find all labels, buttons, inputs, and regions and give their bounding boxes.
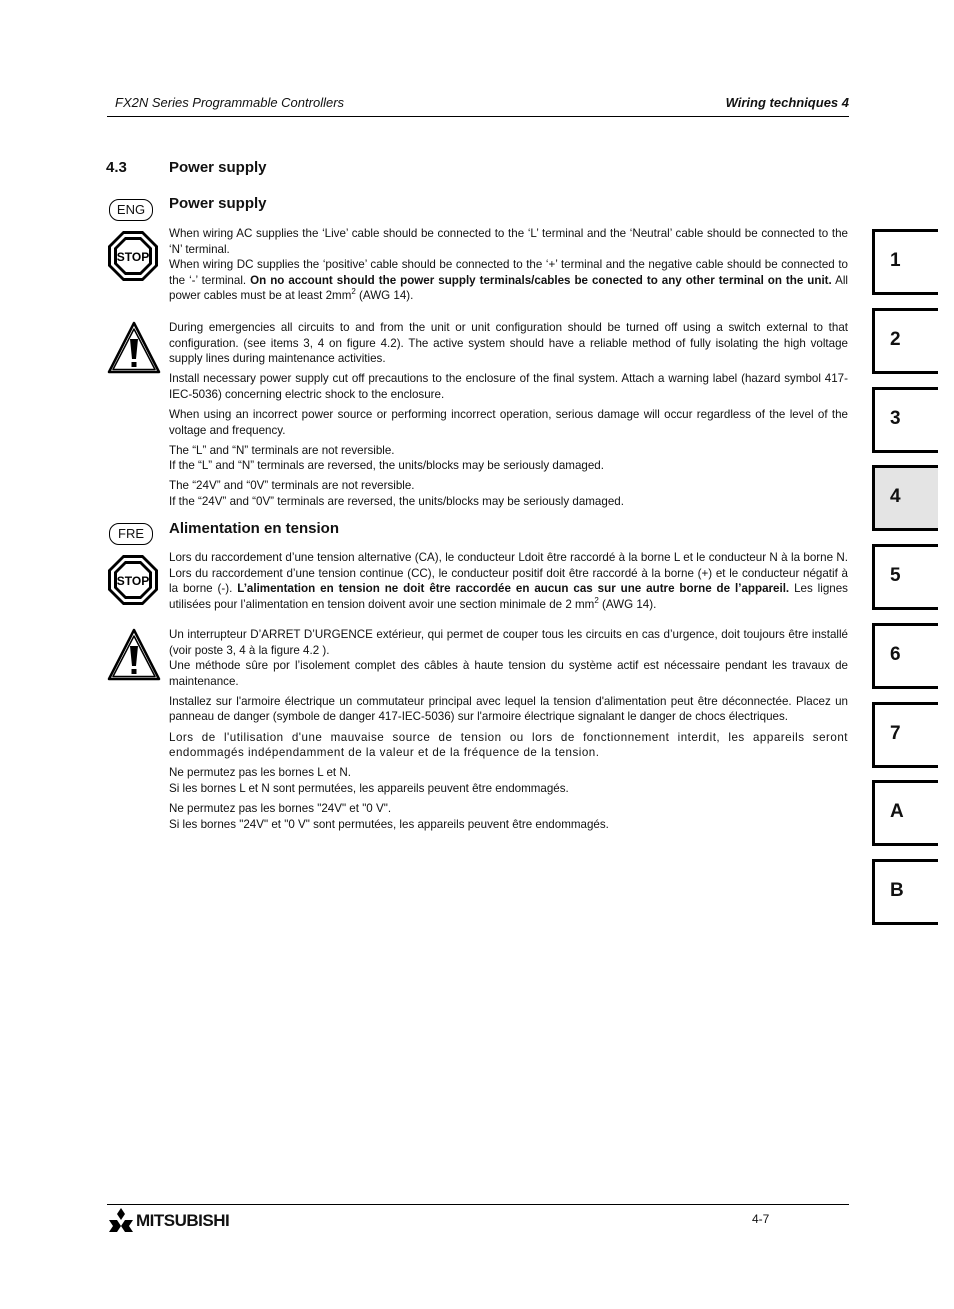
fre-warn-p4: Lors de l'utilisation d'une mauvaise source de tension ou lors de fonctionnement interdit, les appareils seront endommagés indépendamment de la valeur et de la fréquence de la tension. [169, 730, 848, 760]
eng-badge: ENG [109, 199, 153, 221]
header-chapter: Wiring techniques 4 [725, 95, 849, 110]
chapter-tab-2[interactable] [872, 308, 938, 374]
chapter-tab-label: 7 [890, 723, 901, 744]
fre-stop-text [169, 550, 848, 618]
stop-label: STOP [116, 574, 150, 588]
header-rule [107, 116, 849, 117]
stop-sign-icon [107, 230, 159, 282]
eng-stop-p2-bold: On no account should the power supply terminals/cables be conected to any other terminal on the unit. [250, 273, 832, 287]
eng-warn-p1: During emergencies all circuits to and from the unit or unit configuration should be turned off using a switch external to that configuration. (see items 3, 4 on figure 4.2). The active system should have a reliable method of fully isolating the high voltage supply lines during maintenance activities. [169, 321, 848, 366]
chapter-tab-7[interactable] [872, 702, 938, 768]
chapter-tab-3[interactable] [872, 387, 938, 453]
eng-stop-p2a: When wiring DC supplies the ‘positive’ cable should be connected to the ‘+’ terminal and the negative cable should be connected to the ‘-’ terminal. [169, 258, 848, 287]
fre-warn-p3: Installez sur l'armoire électrique un commutateur principal avec lequel la tension d'alimentation peut être déconnectée. Placez un panneau de danger (symbole de danger 417-IEC-5036) sur l'armoire électrique signalant le danger de chocs électriques. [169, 694, 848, 724]
eng-v-2: If the “24V” and “0V” terminals are reversed, the units/blocks may be seriously damaged. [169, 494, 624, 508]
fre-stop-pa: Lors du raccordement d’une tension alternative (CA), le conducteur Ldoit être raccordé à la borne L et le conducteur N à la borne N. Lors du raccordement d’une tension continue (CC), le conducteur positif doit être raccordé à la borne (+) et le conducteur négatif à la borne (-). [169, 551, 848, 596]
footer-rule [107, 1204, 849, 1205]
chapter-tab-4[interactable] [872, 465, 938, 531]
eng-stop-sup: 2 [351, 287, 356, 297]
warning-icon [107, 321, 161, 375]
fre-stop-sup: 2 [594, 595, 599, 605]
chapter-tab-label: 1 [890, 250, 901, 271]
chapter-tab-label: B [890, 880, 904, 901]
fre-stop-bold: L’alimentation en tension ne doit être raccordée en aucun cas sur une autre borne de l’appareil. [237, 582, 790, 596]
eng-stop-p2d: (AWG 14). [355, 289, 414, 303]
fre-ln-2: Si les bornes L et N sont permutées, les appareils peuvent être endommagés. [169, 781, 569, 795]
chapter-tab-1[interactable] [872, 229, 938, 295]
eng-stop-p1: When wiring AC supplies the ‘Live’ cable should be connected to the ‘L’ terminal and the ‘Neutral’ cable should be connected to the ‘N’ terminal. [169, 227, 848, 256]
eng-ln-2: If the “L” and “N” terminals are reversed, the units/blocks may be seriously damaged. [169, 459, 604, 473]
fre-warn-p2: Une méthode sûre por l’isolement complet des câbles à haute tension du système actif est nécessaire pendant les travaux de maintenance. [169, 659, 848, 688]
eng-warn-p3: When using an incorrect power source or performing incorrect operation, serious damage will occur regardless of the level of the voltage and frequency. [169, 407, 848, 437]
fre-badge: FRE [109, 523, 153, 545]
chapter-tab-label: 2 [890, 329, 901, 350]
mitsubishi-logo-icon [108, 1208, 134, 1232]
chapter-tab-label: 3 [890, 408, 901, 429]
eng-v-1: The “24V” and “0V” terminals are not reversible. [169, 479, 415, 493]
footer-brand: MITSUBISHI [136, 1211, 230, 1230]
page-number: 4-7 [752, 1212, 770, 1226]
eng-stop-p2c: All power cables must be at least 2mm [169, 273, 848, 303]
fre-subtitle: Alimentation en tension [169, 520, 340, 537]
eng-warning-text [169, 320, 848, 514]
stop-label: STOP [116, 250, 150, 264]
header-title: FX2N Series Programmable Controllers [115, 95, 345, 110]
eng-warn-p2: Install necessary power supply cut off precautions to the enclosure of the final system. Attach a warning label (hazard symbol 417-IEC-5036) concerning electric shock to the enclosure. [169, 372, 848, 401]
eng-ln-1: The “L” and “N” terminals are not reversible. [169, 443, 395, 457]
section-number: 4.3 [106, 159, 127, 176]
warning-icon [107, 628, 161, 682]
fre-stop-pc: Les lignes utilisées pour l’alimentation en tension doivent avoir une section minimale de 2 mm [169, 582, 848, 611]
stop-sign-icon [107, 554, 159, 606]
chapter-tab-6[interactable] [872, 623, 938, 689]
section-title: Power supply [169, 159, 267, 176]
chapter-tab-label: A [890, 801, 904, 822]
chapter-tab-5[interactable] [872, 544, 938, 610]
eng-subtitle: Power supply [169, 195, 267, 212]
chapter-tab-label: 6 [890, 644, 901, 665]
eng-stop-text [169, 226, 848, 309]
fre-warning-text [169, 627, 848, 837]
fre-warn-p1: Un interrupteur D’ARRET D’URGENCE extérieur, qui permet de couper tous les circuits en cas d’urgence, doit toujours être installé (voir poste 3, 4 à la figure 4.2 ). [169, 628, 848, 657]
chapter-tab-label: 4 [890, 486, 901, 507]
fre-ln-1: Ne permutez pas les bornes L et N. [169, 766, 351, 780]
fre-v-2: Si les bornes "24V" et "0 V" sont permutées, les appareils peuvent être endommagés. [169, 817, 609, 831]
fre-stop-pd: (AWG 14). [598, 597, 657, 611]
fre-v-1: Ne permutez pas les bornes "24V" et "0 V". [169, 801, 392, 815]
chapter-tab-b[interactable] [872, 859, 938, 925]
chapter-tab-label: 5 [890, 565, 901, 586]
chapter-tab-a[interactable] [872, 780, 938, 846]
